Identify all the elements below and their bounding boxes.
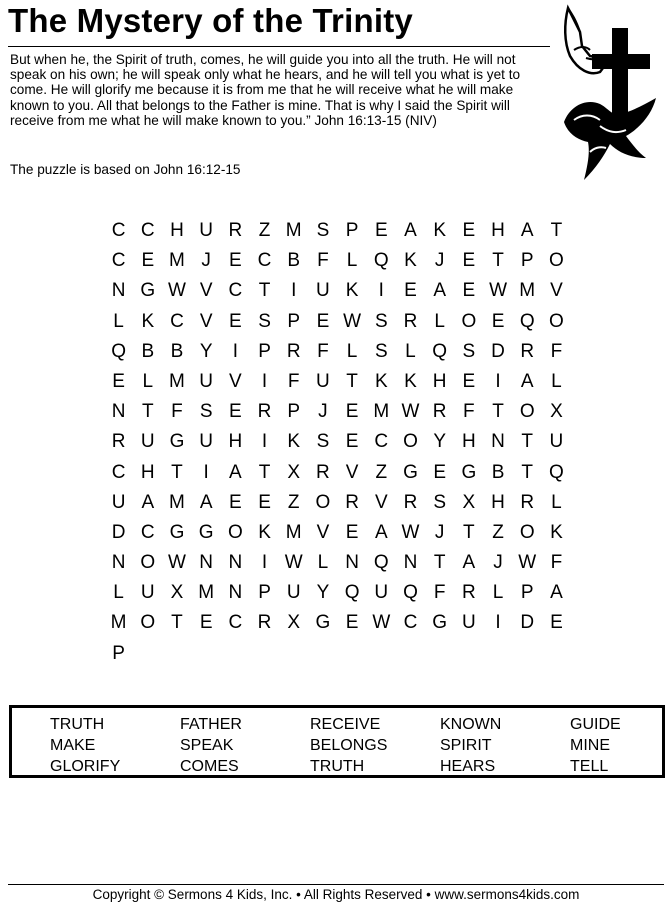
grid-letter: T (521, 431, 534, 453)
grid-letter: T (492, 401, 504, 423)
grid-letter: D (491, 340, 505, 362)
grid-letter: T (141, 401, 154, 423)
grid-letter: M (285, 220, 302, 241)
grid-letter: L (492, 582, 504, 604)
grid-letter: K (374, 370, 388, 392)
grid-letter: T (550, 220, 563, 241)
grid-letter: E (491, 310, 505, 332)
grid-letter: V (316, 521, 330, 543)
grid-letter: U (199, 431, 214, 453)
word-list-item: HEARS (440, 758, 496, 775)
grid-letter: G (461, 461, 477, 483)
grid-letter: I (261, 431, 268, 453)
word-bank (9, 705, 665, 778)
hand-dove-cross-icon (560, 2, 668, 192)
grid-letter: M (110, 612, 127, 634)
grid-letter: N (403, 552, 418, 574)
grid-letter: X (287, 612, 301, 634)
grid-letter: O (519, 521, 535, 543)
grid-letter: F (317, 250, 329, 272)
word-list-item: TRUTH (310, 758, 365, 775)
grid-letter: E (258, 491, 271, 513)
grid-letter: T (258, 280, 271, 302)
grid-letter: O (227, 521, 243, 543)
grid-letter: O (461, 310, 477, 332)
grid-letter: F (317, 340, 329, 362)
grid-letter: U (374, 582, 389, 604)
grid-letter: G (140, 280, 156, 302)
word-list-item: TELL (570, 758, 609, 775)
grid-letter: O (140, 612, 156, 634)
grid-letter: F (550, 340, 563, 362)
grid-letter: Z (287, 491, 300, 513)
grid-letter: D (520, 612, 535, 634)
grid-letter: R (286, 340, 301, 362)
grid-letter: V (199, 310, 213, 332)
grid-letter: O (315, 491, 331, 513)
grid-letter: R (257, 612, 272, 634)
grid-letter: E (229, 491, 242, 513)
grid-letter: C (111, 461, 126, 483)
grid-letter: Y (316, 582, 330, 604)
word-list-item: SPIRIT (440, 737, 492, 754)
grid-letter: U (286, 582, 301, 604)
grid-letter: K (550, 521, 563, 543)
grid-letter: I (261, 552, 268, 574)
grid-letter: T (171, 612, 183, 634)
grid-letter: R (432, 401, 447, 423)
word-list-item: GUIDE (570, 716, 621, 733)
grid-letter: P (258, 582, 271, 604)
grid-letter: C (170, 310, 184, 332)
word-list-item: MAKE (50, 737, 96, 754)
grid-letter: O (549, 310, 564, 332)
grid-letter: P (112, 642, 125, 664)
grid-letter: Y (199, 340, 213, 362)
grid-letter: F (287, 370, 300, 392)
grid-letter: S (199, 401, 213, 423)
grid-letter: I (495, 612, 501, 634)
grid-letter: E (199, 612, 213, 634)
grid-letter: J (201, 250, 211, 272)
grid-letter: G (315, 612, 331, 634)
grid-letter: N (111, 552, 126, 574)
grid-letter: F (171, 401, 183, 423)
grid-letter: U (316, 370, 330, 392)
grid-letter: E (550, 612, 563, 634)
grid-letter: T (521, 461, 534, 483)
grid-letter: A (550, 582, 563, 604)
grid-letter: U (199, 220, 214, 241)
grid-letter: E (316, 310, 330, 332)
grid-letter: I (495, 370, 501, 392)
grid-letter: H (170, 220, 184, 241)
grid-letter: O (549, 250, 564, 272)
grid-letter: L (317, 552, 329, 574)
grid-letter: X (170, 582, 184, 604)
grid-letter: U (199, 370, 214, 392)
grid-letter: K (345, 280, 359, 302)
grid-letter: M (198, 582, 215, 604)
grid-letter: Q (344, 582, 360, 604)
grid-letter: T (258, 461, 271, 483)
word-list-item: TRUTH (50, 716, 105, 733)
grid-letter: L (405, 340, 416, 362)
grid-letter: M (373, 401, 390, 423)
grid-letter: H (228, 431, 243, 453)
grid-letter: O (403, 431, 418, 453)
word-list-item: RECEIVE (310, 716, 381, 733)
grid-letter: T (463, 521, 475, 543)
grid-letter: C (403, 612, 418, 634)
word-list (50, 714, 672, 777)
grid-letter: E (112, 370, 125, 392)
grid-letter: P (258, 340, 271, 362)
grid-letter: M (169, 250, 185, 272)
grid-letter: S (316, 220, 330, 241)
grid-letter: F (433, 582, 446, 604)
grid-letter: E (462, 250, 476, 272)
grid-letter: S (374, 340, 388, 362)
grid-letter: G (432, 612, 448, 634)
puzzle-source-note: The puzzle is based on John 16:12-15 (10, 162, 241, 177)
grid-letter: U (316, 280, 330, 302)
grid-letter: R (403, 310, 418, 332)
grid-letter: A (520, 220, 534, 241)
word-list-item: BELONGS (310, 737, 388, 754)
grid-letter: L (113, 310, 124, 332)
grid-letter: T (492, 250, 504, 272)
grid-letter: R (461, 582, 476, 604)
grid-letter: A (520, 370, 534, 392)
grid-letter: K (258, 521, 271, 543)
grid-letter: W (489, 280, 507, 302)
grid-letter: E (345, 612, 359, 634)
grid-letter: U (549, 431, 564, 453)
grid-letter: B (287, 250, 301, 272)
word-list-item: FATHER (180, 716, 242, 733)
grid-letter: M (285, 521, 302, 543)
grid-letter: Q (403, 582, 418, 604)
grid-letter: N (199, 552, 214, 574)
grid-letter: Z (258, 220, 271, 241)
grid-letter: Q (373, 250, 389, 272)
grid-letter: Q (373, 552, 389, 574)
grid-letter: E (345, 521, 359, 543)
title-divider (8, 46, 550, 47)
word-list-item: MINE (570, 737, 610, 754)
grid-letter: C (140, 521, 155, 543)
grid-letter: M (169, 491, 185, 513)
grid-letter: N (491, 431, 505, 453)
grid-letter: V (374, 491, 388, 513)
grid-letter: K (404, 370, 417, 392)
grid-letter: C (374, 431, 389, 453)
grid-letter: W (343, 310, 362, 332)
grid-letter: A (229, 461, 242, 483)
grid-letter: P (520, 582, 534, 604)
grid-letter: C (140, 220, 155, 241)
grid-letter: E (462, 220, 476, 241)
grid-letter: L (551, 491, 562, 513)
grid-letter: A (374, 521, 388, 543)
page-title: The Mystery of the Trinity (8, 2, 413, 39)
grid-letter: I (378, 280, 384, 302)
grid-letter: V (199, 280, 213, 302)
grid-letter: C (228, 280, 243, 302)
grid-letter: E (462, 370, 476, 392)
grid-letter: V (345, 461, 359, 483)
grid-letter: N (228, 582, 243, 604)
grid-letter: A (404, 220, 417, 241)
copyright-footer: Copyright © Sermons 4 Kids, Inc. • All Rights Reserved • www.sermons4kids.com (92, 887, 580, 902)
grid-letter: H (491, 491, 505, 513)
grid-letter: E (229, 310, 242, 332)
grid-letter: U (140, 582, 155, 604)
grid-letter: V (550, 280, 563, 302)
grid-letter: R (345, 491, 359, 513)
grid-letter: A (433, 280, 446, 302)
grid-letter: C (111, 250, 126, 272)
grid-letter: O (140, 552, 156, 574)
grid-letter: W (168, 552, 186, 574)
grid-letter: A (199, 491, 213, 513)
grid-letter: G (169, 521, 185, 543)
grid-letter: U (461, 612, 476, 634)
grid-letter: N (111, 401, 126, 423)
grid-letter: H (432, 370, 447, 392)
grid-letter: T (171, 461, 183, 483)
grid-letter: S (433, 491, 446, 513)
grid-letter: R (520, 491, 535, 513)
grid-letter: R (257, 401, 272, 423)
grid-letter: L (346, 340, 358, 362)
grid-letter: W (518, 552, 537, 574)
grid-letter: G (403, 461, 418, 483)
grid-letter: C (257, 250, 272, 272)
word-list-item: COMES (180, 758, 239, 775)
grid-letter: W (401, 401, 420, 423)
grid-letter: Q (549, 461, 564, 483)
grid-letter: Z (375, 461, 388, 483)
grid-letter: E (433, 461, 446, 483)
grid-letter: E (404, 280, 417, 302)
grid-letter: Q (519, 310, 535, 332)
grid-letter: H (491, 220, 505, 241)
grid-letter: E (345, 401, 359, 423)
grid-letter: B (491, 461, 505, 483)
grid-letter: Q (432, 340, 448, 362)
grid-letter: Q (111, 340, 126, 362)
scripture-passage: But when he, the Spirit of truth, comes, he will guide you into all the truth. He will not speak on his own; he will speak only what he hears, and he will tell you what is yet to come. He will glorify me because it is from me that he will receive what he will make known to you. All that belongs to the Father is mine. That is why I said the Spirit will receive from me what he will make known to you.” John 16:13-15 (NIV) (10, 52, 521, 128)
grid-letter: U (111, 491, 126, 513)
grid-letter: C (111, 220, 126, 241)
grid-letter: I (261, 370, 268, 392)
grid-letter: Z (492, 521, 504, 543)
grid-letter: E (229, 250, 242, 272)
grid-letter: S (462, 340, 476, 362)
grid-letter: V (229, 370, 242, 392)
grid-letter: S (258, 310, 271, 332)
grid-letter: M (519, 280, 536, 302)
grid-letter: B (141, 340, 155, 362)
word-list-item: SPEAK (180, 737, 234, 754)
grid-letter: N (111, 280, 126, 302)
grid-letter: E (141, 250, 155, 272)
grid-letter: L (142, 370, 154, 392)
grid-letter: I (291, 280, 297, 302)
grid-letter: Y (433, 431, 446, 453)
grid-letter: O (519, 401, 535, 423)
grid-letter: W (168, 280, 186, 302)
grid-letter: X (287, 461, 301, 483)
grid-letter: W (284, 552, 303, 574)
grid-letter: J (493, 552, 503, 574)
grid-letter: E (229, 401, 242, 423)
grid-letter: C (228, 612, 243, 634)
grid-letter: B (170, 340, 184, 362)
grid-letter: W (372, 612, 391, 634)
grid-letter: P (345, 220, 359, 241)
grid-letter: W (401, 521, 420, 543)
grid-letter: H (140, 461, 155, 483)
word-list-item: KNOWN (440, 716, 502, 733)
word-search-grid (104, 216, 571, 669)
grid-letter: D (111, 521, 126, 543)
grid-letter: P (287, 401, 301, 423)
grid-letter: T (346, 370, 358, 392)
grid-letter: S (374, 310, 388, 332)
grid-letter: U (140, 431, 155, 453)
grid-letter: K (404, 250, 417, 272)
grid-letter: R (316, 461, 330, 483)
grid-letter: G (169, 431, 185, 453)
grid-letter: T (433, 552, 446, 574)
grid-letter: L (434, 310, 445, 332)
grid-letter: L (551, 370, 562, 392)
grid-letter: E (374, 220, 388, 241)
grid-letter: M (169, 370, 185, 392)
grid-letter: J (434, 521, 445, 543)
grid-letter: E (462, 280, 476, 302)
grid-letter: E (345, 431, 359, 453)
footer-divider (8, 884, 664, 885)
grid-letter: P (520, 250, 534, 272)
grid-letter: X (462, 491, 476, 513)
word-list-item: GLORIFY (50, 758, 121, 775)
grid-letter: H (461, 431, 476, 453)
grid-letter: N (228, 552, 243, 574)
grid-letter: S (316, 431, 330, 453)
grid-letter: I (203, 461, 209, 483)
grid-letter: L (113, 582, 124, 604)
grid-letter: K (433, 220, 446, 241)
grid-letter: R (228, 220, 243, 241)
grid-letter: G (198, 521, 214, 543)
grid-letter: I (232, 340, 238, 362)
grid-letter: F (463, 401, 475, 423)
grid-letter: X (550, 401, 563, 423)
grid-letter: K (287, 431, 301, 453)
grid-letter: F (550, 552, 563, 574)
grid-letter: R (403, 491, 418, 513)
grid-letter: N (345, 552, 359, 574)
grid-letter: J (318, 401, 328, 423)
grid-letter: A (462, 552, 476, 574)
grid-letter: K (141, 310, 155, 332)
grid-letter: R (111, 431, 126, 453)
grid-letter: A (141, 491, 155, 513)
grid-letter: R (520, 340, 535, 362)
grid-letter: P (287, 310, 301, 332)
grid-letter: J (434, 250, 445, 272)
grid-letter: L (346, 250, 358, 272)
